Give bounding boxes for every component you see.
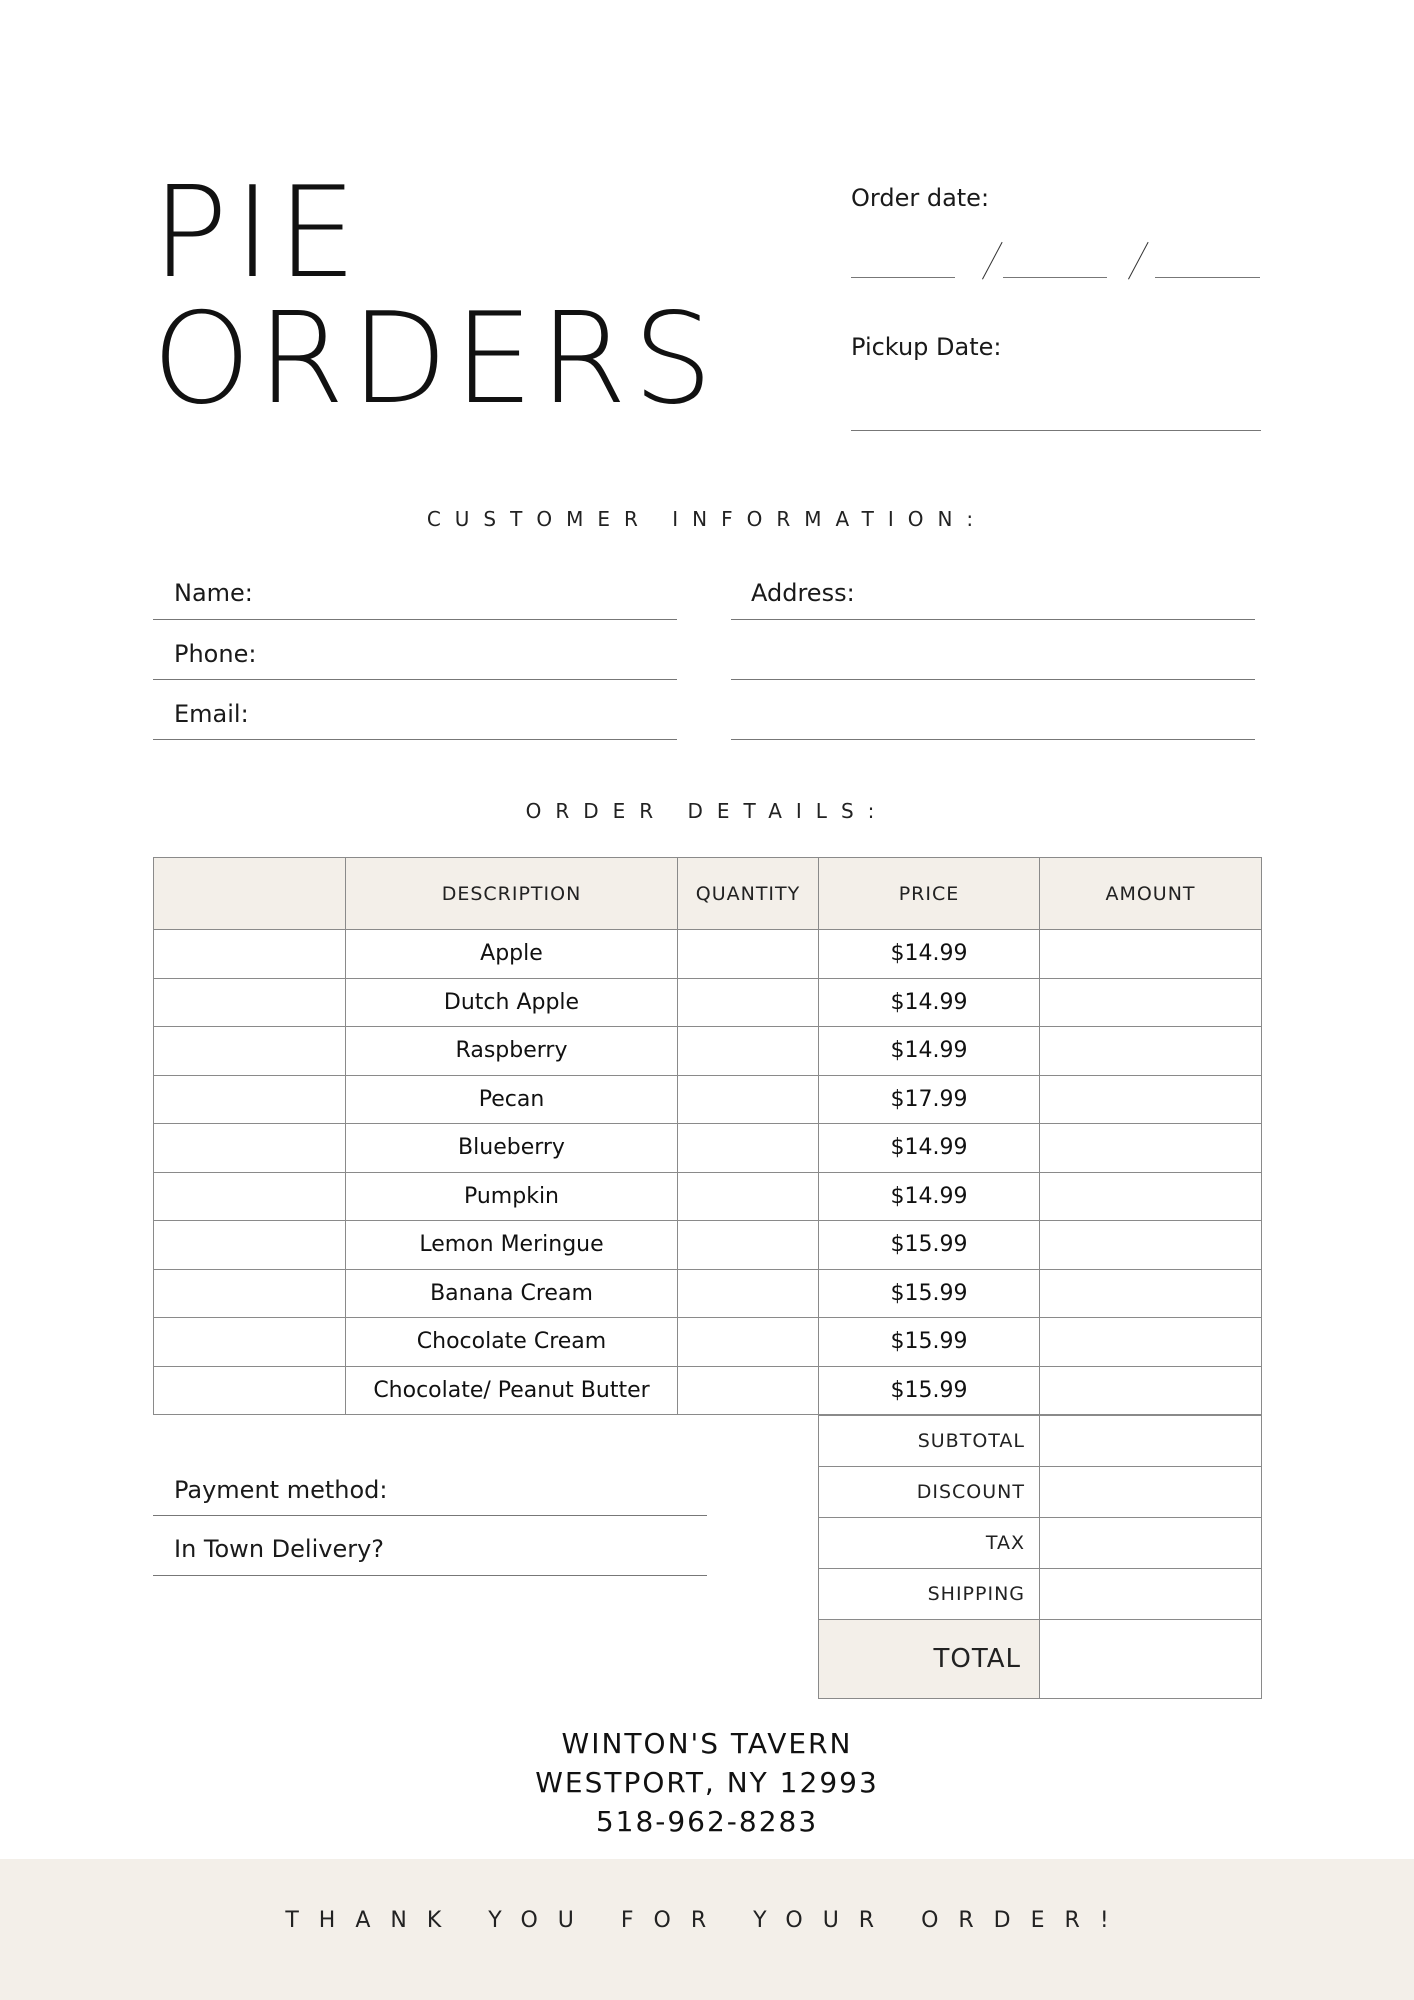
- business-address: WESTPORT, NY 12993: [535, 1766, 879, 1799]
- total-row: [819, 1620, 1262, 1699]
- title-line-1: PIE: [152, 159, 363, 306]
- discount-label: DISCOUNT: [819, 1467, 1040, 1518]
- total-value-cell[interactable]: [1040, 1620, 1262, 1699]
- name-field-line[interactable]: [153, 619, 677, 620]
- phone-label: Phone:: [174, 640, 257, 668]
- order-date-day-line[interactable]: [1003, 277, 1107, 278]
- row-blank-cell[interactable]: [154, 1172, 346, 1221]
- table-row: [154, 978, 1262, 1027]
- page-title: [152, 159, 719, 432]
- address-field-line-2[interactable]: [731, 679, 1255, 680]
- amount-cell[interactable]: [1040, 930, 1262, 979]
- description-cell: Blueberry: [346, 1124, 678, 1173]
- price-cell: $14.99: [819, 978, 1040, 1027]
- amount-cell[interactable]: [1040, 1027, 1262, 1076]
- subtotal-value-cell[interactable]: [1040, 1416, 1262, 1467]
- quantity-cell[interactable]: [678, 1172, 819, 1221]
- table-row: [154, 1172, 1262, 1221]
- address-label: Address:: [751, 579, 855, 607]
- shipping-value-cell[interactable]: [1040, 1569, 1262, 1620]
- title-line-2: ORDERS: [152, 285, 719, 432]
- business-phone: 518-962-8283: [595, 1805, 819, 1838]
- quantity-cell[interactable]: [678, 1221, 819, 1270]
- shipping-row: [819, 1569, 1262, 1620]
- amount-cell[interactable]: [1040, 1075, 1262, 1124]
- price-cell: $14.99: [819, 1172, 1040, 1221]
- column-header-price: PRICE: [819, 858, 1040, 930]
- phone-field-line[interactable]: [153, 679, 677, 680]
- row-blank-cell[interactable]: [154, 978, 346, 1027]
- business-info: [0, 1724, 1414, 1841]
- row-blank-cell[interactable]: [154, 1366, 346, 1415]
- pickup-date-line[interactable]: [851, 430, 1261, 431]
- description-cell: Pumpkin: [346, 1172, 678, 1221]
- quantity-cell[interactable]: [678, 1269, 819, 1318]
- description-cell: Banana Cream: [346, 1269, 678, 1318]
- quantity-cell[interactable]: [678, 978, 819, 1027]
- subtotal-row: [819, 1416, 1262, 1467]
- thank-you-message: THANK YOU FOR YOUR ORDER!: [285, 1908, 1129, 1933]
- address-field-line-1[interactable]: [731, 619, 1255, 620]
- payment-method-line[interactable]: [153, 1515, 707, 1516]
- quantity-cell[interactable]: [678, 1075, 819, 1124]
- payment-method-label: Payment method:: [174, 1476, 388, 1504]
- table-row: [154, 1366, 1262, 1415]
- amount-cell[interactable]: [1040, 1124, 1262, 1173]
- table-row: [154, 1124, 1262, 1173]
- row-blank-cell[interactable]: [154, 1221, 346, 1270]
- pickup-date-label: Pickup Date:: [851, 333, 1002, 361]
- total-label: TOTAL: [819, 1620, 1040, 1699]
- order-date-year-line[interactable]: [1155, 277, 1260, 278]
- customer-info-heading: CUSTOMER INFORMATION:: [426, 507, 988, 531]
- order-table: [153, 857, 1262, 1415]
- amount-cell[interactable]: [1040, 1318, 1262, 1367]
- description-cell: Apple: [346, 930, 678, 979]
- tax-label: TAX: [819, 1518, 1040, 1569]
- email-label: Email:: [174, 700, 249, 728]
- price-cell: $15.99: [819, 1318, 1040, 1367]
- price-cell: $15.99: [819, 1221, 1040, 1270]
- row-blank-cell[interactable]: [154, 1269, 346, 1318]
- discount-value-cell[interactable]: [1040, 1467, 1262, 1518]
- shipping-label: SHIPPING: [819, 1569, 1040, 1620]
- column-header: [154, 858, 346, 930]
- tax-value-cell[interactable]: [1040, 1518, 1262, 1569]
- address-field-line-3[interactable]: [731, 739, 1255, 740]
- quantity-cell[interactable]: [678, 1124, 819, 1173]
- discount-row: [819, 1467, 1262, 1518]
- price-cell: $17.99: [819, 1075, 1040, 1124]
- quantity-cell[interactable]: [678, 1027, 819, 1076]
- date-separator: [1128, 242, 1149, 280]
- table-row: [154, 1221, 1262, 1270]
- amount-cell[interactable]: [1040, 1221, 1262, 1270]
- delivery-label: In Town Delivery?: [174, 1535, 385, 1563]
- business-name: WINTON'S TAVERN: [561, 1727, 853, 1760]
- row-blank-cell[interactable]: [154, 1124, 346, 1173]
- price-cell: $15.99: [819, 1269, 1040, 1318]
- totals-table: [818, 1415, 1262, 1699]
- table-row: [154, 1318, 1262, 1367]
- table-row: [154, 1075, 1262, 1124]
- row-blank-cell[interactable]: [154, 1075, 346, 1124]
- order-details-heading: ORDER DETAILS:: [525, 799, 889, 823]
- amount-cell[interactable]: [1040, 1269, 1262, 1318]
- order-table-header: [154, 858, 1262, 930]
- column-header-quantity: QUANTITY: [678, 858, 819, 930]
- delivery-line[interactable]: [153, 1575, 707, 1576]
- amount-cell[interactable]: [1040, 1172, 1262, 1221]
- row-blank-cell[interactable]: [154, 1318, 346, 1367]
- table-row: [154, 930, 1262, 979]
- column-header-description: DESCRIPTION: [346, 858, 678, 930]
- email-field-line[interactable]: [153, 739, 677, 740]
- quantity-cell[interactable]: [678, 1318, 819, 1367]
- table-row: [154, 1027, 1262, 1076]
- price-cell: $15.99: [819, 1366, 1040, 1415]
- subtotal-label: SUBTOTAL: [819, 1416, 1040, 1467]
- row-blank-cell[interactable]: [154, 1027, 346, 1076]
- quantity-cell[interactable]: [678, 1366, 819, 1415]
- row-blank-cell[interactable]: [154, 930, 346, 979]
- quantity-cell[interactable]: [678, 930, 819, 979]
- description-cell: Chocolate/ Peanut Butter: [346, 1366, 678, 1415]
- price-cell: $14.99: [819, 1027, 1040, 1076]
- table-row: [154, 1269, 1262, 1318]
- name-label: Name:: [174, 579, 253, 607]
- order-date-label: Order date:: [851, 184, 990, 212]
- price-cell: $14.99: [819, 1124, 1040, 1173]
- description-cell: Raspberry: [346, 1027, 678, 1076]
- price-cell: $14.99: [819, 930, 1040, 979]
- description-cell: Chocolate Cream: [346, 1318, 678, 1367]
- description-cell: Dutch Apple: [346, 978, 678, 1027]
- tax-row: [819, 1518, 1262, 1569]
- column-header-amount: AMOUNT: [1040, 858, 1262, 930]
- description-cell: Pecan: [346, 1075, 678, 1124]
- amount-cell[interactable]: [1040, 978, 1262, 1027]
- description-cell: Lemon Meringue: [346, 1221, 678, 1270]
- date-separator: [982, 242, 1003, 280]
- amount-cell[interactable]: [1040, 1366, 1262, 1415]
- order-date-month-line[interactable]: [851, 277, 955, 278]
